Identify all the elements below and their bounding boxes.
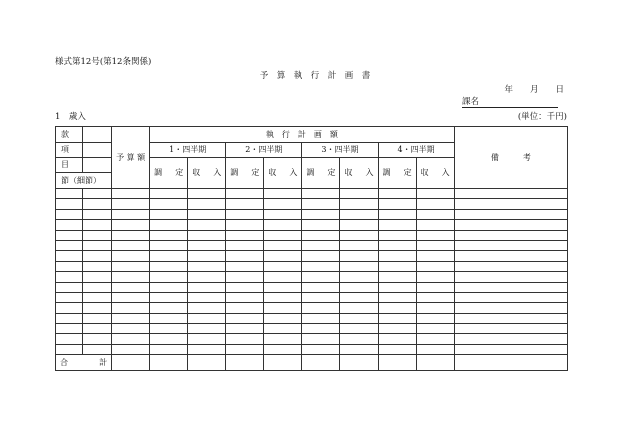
table-cell[interactable] <box>416 334 454 344</box>
table-cell[interactable] <box>83 313 112 323</box>
table-cell[interactable] <box>150 324 188 334</box>
table-row <box>56 251 568 261</box>
table-cell[interactable] <box>226 324 264 334</box>
date-line: 年 月 日 <box>504 85 564 95</box>
table-cell[interactable] <box>112 292 150 302</box>
header-setsu: 節（細節） <box>56 173 112 189</box>
table-cell[interactable] <box>416 324 454 334</box>
table-cell[interactable] <box>264 272 302 282</box>
table-cell[interactable] <box>340 189 378 199</box>
table-cell[interactable] <box>188 292 226 302</box>
table-cell[interactable] <box>416 220 454 230</box>
table-cell[interactable] <box>150 292 188 302</box>
table-row <box>56 292 568 302</box>
table-cell[interactable] <box>340 220 378 230</box>
table-cell[interactable] <box>150 230 188 240</box>
table-cell[interactable] <box>150 303 188 313</box>
table-cell[interactable] <box>378 230 416 240</box>
total-cell <box>150 355 188 371</box>
table-cell[interactable] <box>56 292 83 302</box>
table-cell[interactable] <box>112 199 150 209</box>
table-cell[interactable] <box>454 324 567 334</box>
table-cell[interactable] <box>302 240 340 250</box>
table-cell[interactable] <box>264 240 302 250</box>
total-remarks-cell <box>454 355 567 371</box>
table-cell[interactable] <box>302 313 340 323</box>
table-cell[interactable] <box>83 272 112 282</box>
table-cell[interactable] <box>226 230 264 240</box>
table-cell[interactable] <box>150 220 188 230</box>
table-cell[interactable] <box>56 199 83 209</box>
table-cell[interactable] <box>226 292 264 302</box>
table-cell[interactable] <box>416 292 454 302</box>
table-cell[interactable] <box>340 324 378 334</box>
table-cell[interactable] <box>378 251 416 261</box>
table-row <box>56 324 568 334</box>
table-cell[interactable] <box>226 261 264 271</box>
table-cell[interactable] <box>416 230 454 240</box>
table-cell[interactable] <box>416 189 454 199</box>
table-cell[interactable] <box>83 292 112 302</box>
table-cell[interactable] <box>83 303 112 313</box>
table-cell[interactable] <box>264 230 302 240</box>
table-cell[interactable] <box>226 282 264 292</box>
table-cell[interactable] <box>416 209 454 219</box>
table-cell[interactable] <box>150 240 188 250</box>
table-cell[interactable] <box>83 230 112 240</box>
table-cell[interactable] <box>340 313 378 323</box>
table-cell[interactable] <box>340 292 378 302</box>
table-cell[interactable] <box>83 261 112 271</box>
table-cell[interactable] <box>83 209 112 219</box>
table-cell[interactable] <box>378 199 416 209</box>
table-cell[interactable] <box>56 230 83 240</box>
header-quarter-1: 1・四半期 <box>150 143 226 158</box>
table-cell[interactable] <box>340 261 378 271</box>
table-cell[interactable] <box>150 313 188 323</box>
table-cell[interactable] <box>226 199 264 209</box>
table-cell[interactable] <box>302 251 340 261</box>
header-revenue-q3: 収 入 <box>340 158 378 189</box>
table-cell[interactable] <box>83 189 112 199</box>
total-cell <box>264 355 302 371</box>
table-cell[interactable] <box>188 199 226 209</box>
table-cell[interactable] <box>150 261 188 271</box>
table-cell[interactable] <box>150 272 188 282</box>
document-title: 予 算 執 行 計 画 書 <box>259 71 371 81</box>
total-label: 合 計 <box>56 355 112 371</box>
table-cell[interactable] <box>188 344 226 354</box>
table-cell[interactable] <box>378 324 416 334</box>
table-cell[interactable] <box>340 272 378 282</box>
table-cell[interactable] <box>188 282 226 292</box>
table-cell[interactable] <box>112 261 150 271</box>
header-adjustment-q3: 調 定 <box>302 158 340 189</box>
table-cell[interactable] <box>416 313 454 323</box>
table-cell[interactable] <box>378 292 416 302</box>
table-cell[interactable] <box>226 334 264 344</box>
table-cell[interactable] <box>454 240 567 250</box>
table-cell[interactable] <box>188 220 226 230</box>
table-cell[interactable] <box>454 209 567 219</box>
table-cell[interactable] <box>226 220 264 230</box>
table-cell[interactable] <box>112 344 150 354</box>
table-row <box>56 261 568 271</box>
table-cell[interactable] <box>264 313 302 323</box>
table-cell[interactable] <box>112 209 150 219</box>
table-cell[interactable] <box>378 344 416 354</box>
table-cell[interactable] <box>83 251 112 261</box>
table-cell[interactable] <box>264 334 302 344</box>
table-row <box>56 282 568 292</box>
header-kan: 款 <box>56 127 83 143</box>
header-adjustment-q4: 調 定 <box>378 158 416 189</box>
table-cell[interactable] <box>264 209 302 219</box>
table-cell[interactable] <box>83 282 112 292</box>
table-cell[interactable] <box>302 272 340 282</box>
section-name-underline <box>462 107 558 108</box>
table-cell[interactable] <box>56 303 83 313</box>
table-cell[interactable] <box>302 324 340 334</box>
table-cell[interactable] <box>264 292 302 302</box>
header-moku-value <box>83 158 112 173</box>
table-cell[interactable] <box>302 282 340 292</box>
table-cell[interactable] <box>83 220 112 230</box>
table-cell[interactable] <box>340 209 378 219</box>
table-cell[interactable] <box>454 230 567 240</box>
table-row <box>56 230 568 240</box>
header-adjustment-q2: 調 定 <box>226 158 264 189</box>
table-cell[interactable] <box>378 334 416 344</box>
table-cell[interactable] <box>226 313 264 323</box>
table-cell[interactable] <box>416 272 454 282</box>
table-cell[interactable] <box>378 209 416 219</box>
header-remarks: 備 考 <box>454 127 567 189</box>
table-cell[interactable] <box>454 313 567 323</box>
header-moku: 目 <box>56 158 83 173</box>
section-name-label: 課名 <box>462 97 480 107</box>
table-cell[interactable] <box>264 189 302 199</box>
table-cell[interactable] <box>112 272 150 282</box>
table-cell[interactable] <box>56 189 83 199</box>
table-cell[interactable] <box>150 282 188 292</box>
table-cell[interactable] <box>188 189 226 199</box>
table-cell[interactable] <box>454 199 567 209</box>
table-row <box>56 334 568 344</box>
table-row <box>56 272 568 282</box>
table-cell[interactable] <box>56 324 83 334</box>
table-cell[interactable] <box>302 344 340 354</box>
table-cell[interactable] <box>340 199 378 209</box>
table-cell[interactable] <box>56 334 83 344</box>
table-cell[interactable] <box>188 251 226 261</box>
table-cell[interactable] <box>112 334 150 344</box>
table-cell[interactable] <box>378 189 416 199</box>
table-cell[interactable] <box>454 220 567 230</box>
table-cell[interactable] <box>56 313 83 323</box>
table-cell[interactable] <box>188 272 226 282</box>
table-cell[interactable] <box>302 220 340 230</box>
table-cell[interactable] <box>56 344 83 354</box>
header-execution-plan-amount: 執 行 計 画 額 <box>150 127 455 143</box>
table-cell[interactable] <box>112 220 150 230</box>
table-cell[interactable] <box>112 313 150 323</box>
table-cell[interactable] <box>378 313 416 323</box>
table-cell[interactable] <box>112 282 150 292</box>
header-kou-value <box>83 143 112 158</box>
total-cell <box>188 355 226 371</box>
table-cell[interactable] <box>302 261 340 271</box>
total-cell <box>378 355 416 371</box>
table-row <box>56 240 568 250</box>
table-row <box>56 344 568 354</box>
table-cell[interactable] <box>302 303 340 313</box>
table-cell[interactable] <box>150 209 188 219</box>
table-row <box>56 303 568 313</box>
table-cell[interactable] <box>454 292 567 302</box>
table-cell[interactable] <box>416 303 454 313</box>
table-cell[interactable] <box>378 303 416 313</box>
total-cell <box>226 355 264 371</box>
table-cell[interactable] <box>56 272 83 282</box>
income-section-label: 1 歳入 <box>55 112 86 122</box>
total-budget-cell <box>112 355 150 371</box>
header-revenue-q1: 収 入 <box>188 158 226 189</box>
form-number-label: 様式第12号(第12条関係) <box>55 57 152 67</box>
table-row <box>56 199 568 209</box>
table-cell[interactable] <box>56 240 83 250</box>
table-cell[interactable] <box>454 303 567 313</box>
table-cell[interactable] <box>454 334 567 344</box>
table-cell[interactable] <box>264 324 302 334</box>
table-row <box>56 209 568 219</box>
table-cell[interactable] <box>188 303 226 313</box>
table-cell[interactable] <box>188 209 226 219</box>
table-cell[interactable] <box>340 251 378 261</box>
table-cell[interactable] <box>454 251 567 261</box>
table-cell[interactable] <box>112 303 150 313</box>
table-cell[interactable] <box>112 251 150 261</box>
table-cell[interactable] <box>416 261 454 271</box>
table-cell[interactable] <box>340 303 378 313</box>
table-cell[interactable] <box>188 261 226 271</box>
table-cell[interactable] <box>302 230 340 240</box>
table-cell[interactable] <box>454 344 567 354</box>
header-quarter-3: 3・四半期 <box>302 143 378 158</box>
table-cell[interactable] <box>150 189 188 199</box>
execution-plan-table <box>55 126 568 371</box>
table-cell[interactable] <box>56 220 83 230</box>
table-cell[interactable] <box>264 261 302 271</box>
table-cell[interactable] <box>83 324 112 334</box>
table-cell[interactable] <box>302 199 340 209</box>
table-cell[interactable] <box>226 209 264 219</box>
table-cell[interactable] <box>188 240 226 250</box>
total-cell <box>416 355 454 371</box>
table-cell[interactable] <box>340 240 378 250</box>
table-cell[interactable] <box>83 199 112 209</box>
total-cell <box>340 355 378 371</box>
header-quarter-2: 2・四半期 <box>226 143 302 158</box>
table-cell[interactable] <box>83 334 112 344</box>
table-cell[interactable] <box>264 282 302 292</box>
table-cell[interactable] <box>150 344 188 354</box>
table-cell[interactable] <box>302 334 340 344</box>
table-cell[interactable] <box>188 324 226 334</box>
table-cell[interactable] <box>340 282 378 292</box>
table-cell[interactable] <box>454 272 567 282</box>
table-cell[interactable] <box>56 282 83 292</box>
table-cell[interactable] <box>378 282 416 292</box>
table-cell[interactable] <box>416 199 454 209</box>
table-cell[interactable] <box>188 230 226 240</box>
table-cell[interactable] <box>264 303 302 313</box>
table-cell[interactable] <box>378 272 416 282</box>
table-cell[interactable] <box>150 199 188 209</box>
total-cell <box>302 355 340 371</box>
header-revenue-q2: 収 入 <box>264 158 302 189</box>
header-budget-amount: 予 算 額 <box>112 127 150 189</box>
table-cell[interactable] <box>188 334 226 344</box>
table-cell[interactable] <box>112 324 150 334</box>
table-row <box>56 189 568 199</box>
table-cell[interactable] <box>340 344 378 354</box>
table-cell[interactable] <box>378 240 416 250</box>
table-cell[interactable] <box>112 189 150 199</box>
header-revenue-q4: 収 入 <box>416 158 454 189</box>
table-cell[interactable] <box>264 251 302 261</box>
table-cell[interactable] <box>112 230 150 240</box>
table-cell[interactable] <box>150 251 188 261</box>
unit-label: (単位：千円) <box>517 112 567 122</box>
table-cell[interactable] <box>302 292 340 302</box>
table-cell[interactable] <box>340 230 378 240</box>
table-cell[interactable] <box>378 261 416 271</box>
table-cell[interactable] <box>264 220 302 230</box>
table-cell[interactable] <box>416 344 454 354</box>
table-cell[interactable] <box>56 251 83 261</box>
table-cell[interactable] <box>226 272 264 282</box>
table-cell[interactable] <box>340 334 378 344</box>
table-cell[interactable] <box>416 282 454 292</box>
table-cell[interactable] <box>83 344 112 354</box>
table-cell[interactable] <box>454 189 567 199</box>
header-kan-value <box>83 127 112 143</box>
table-cell[interactable] <box>416 240 454 250</box>
table-cell[interactable] <box>226 240 264 250</box>
table-cell[interactable] <box>302 189 340 199</box>
table-cell[interactable] <box>226 189 264 199</box>
table-cell[interactable] <box>226 344 264 354</box>
header-adjustment-q1: 調 定 <box>150 158 188 189</box>
table-cell[interactable] <box>150 334 188 344</box>
table-cell[interactable] <box>188 313 226 323</box>
table-cell[interactable] <box>83 240 112 250</box>
table-cell[interactable] <box>264 199 302 209</box>
table-cell[interactable] <box>226 303 264 313</box>
table-cell[interactable] <box>56 209 83 219</box>
table-cell[interactable] <box>416 251 454 261</box>
table-cell[interactable] <box>264 344 302 354</box>
table-row <box>56 313 568 323</box>
table-row <box>56 220 568 230</box>
table-cell[interactable] <box>302 209 340 219</box>
header-kou: 項 <box>56 143 83 158</box>
table-cell[interactable] <box>454 282 567 292</box>
table-cell[interactable] <box>226 251 264 261</box>
header-quarter-4: 4・四半期 <box>378 143 454 158</box>
table-cell[interactable] <box>454 261 567 271</box>
table-cell[interactable] <box>56 261 83 271</box>
table-cell[interactable] <box>112 240 150 250</box>
table-cell[interactable] <box>378 220 416 230</box>
